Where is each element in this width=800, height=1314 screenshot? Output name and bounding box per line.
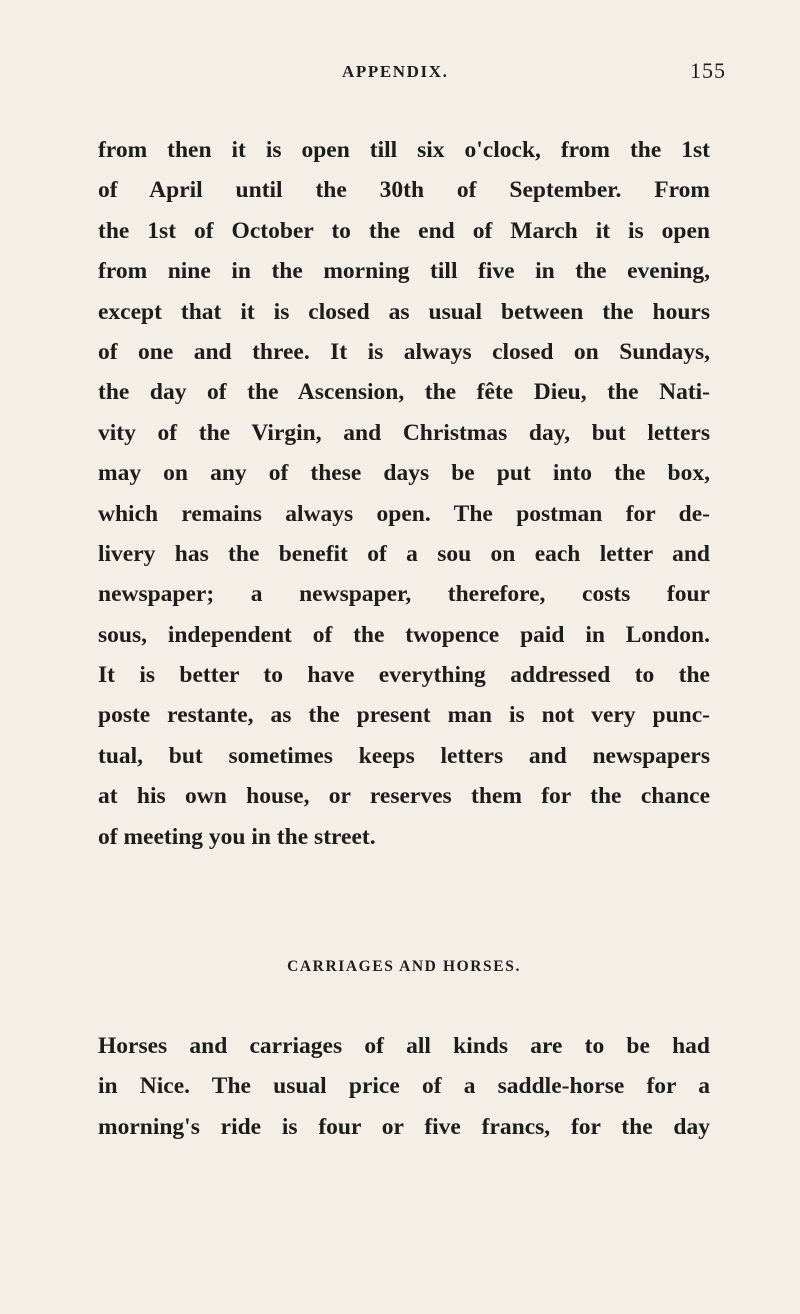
text-line: the day of the Ascension, the fête Dieu, the Nati-	[98, 379, 710, 406]
running-title: APPENDIX.	[342, 62, 449, 81]
text-line: newspaper; a newspaper, therefore, costs four	[98, 581, 710, 608]
text-line: the 1st of October to the end of March it is open	[98, 217, 710, 244]
text-line: vity of the Virgin, and Christmas day, but letters	[98, 419, 710, 446]
text-line: from then it is open till six o'clock, from the 1st	[98, 137, 710, 163]
text-line: of meeting you in the street.	[98, 823, 376, 850]
text-line: may on any of these days be put into the box,	[98, 460, 710, 487]
running-header	[0, 58, 800, 86]
page-number: 155	[690, 58, 726, 83]
text-line: in Nice. The usual price of a saddle-horse for a	[98, 1073, 710, 1100]
paragraph-carriages	[98, 1026, 710, 1147]
text-line: except that it is closed as usual between the hours	[98, 298, 710, 325]
text-line: which remains always open. The postman for de-	[98, 500, 710, 527]
text-line: tual, but sometimes keeps letters and newspapers	[98, 742, 710, 769]
section-heading: CARRIAGES AND HORSES.	[287, 958, 521, 975]
text-line: morning's ride is four or five francs, for the day	[98, 1113, 710, 1140]
text-line: It is better to have everything addressed to the	[98, 662, 710, 689]
text-line: livery has the benefit of a sou on each letter and	[98, 540, 710, 567]
text-line: sous, independent of the twopence paid in London.	[98, 621, 710, 648]
text-line: of April until the 30th of September. From	[98, 177, 710, 204]
text-line: Horses and carriages of all kinds are to be had	[98, 1033, 710, 1059]
text-line: of one and three. It is always closed on Sundays,	[98, 338, 710, 365]
paragraph-post-office	[98, 130, 710, 857]
text-line: poste restante, as the present man is not very punc-	[98, 702, 710, 729]
text-line: from nine in the morning till five in the evening,	[98, 258, 710, 285]
text-line: at his own house, or reserves them for the chance	[98, 783, 710, 810]
